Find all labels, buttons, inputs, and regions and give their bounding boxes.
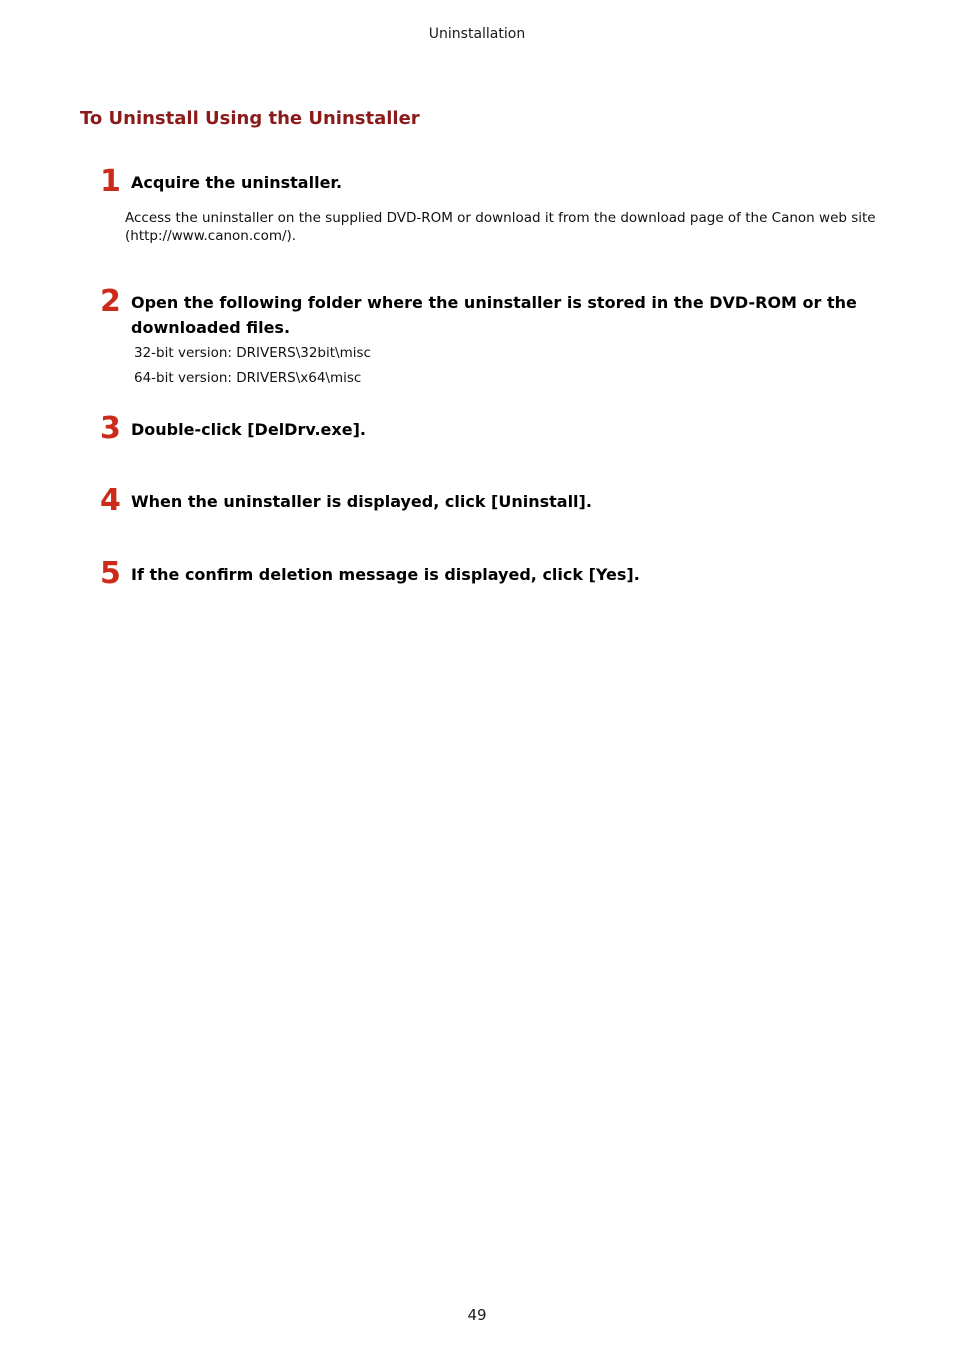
step-number: 4 [100,483,121,518]
path-list [134,341,886,391]
path-item-32bit: 32-bit version: DRIVERS\32bit\misc [134,345,371,361]
step-title: Acquire the uninstaller. [131,173,343,192]
section-heading: To Uninstall Using the Uninstaller [80,108,420,129]
step-3 [96,411,886,446]
step-title: If the confirm deletion message is displayed, click [Yes]. [131,565,640,584]
step-title: When the uninstaller is displayed, click [Uninstall]. [131,492,592,511]
step-number: 1 [100,164,121,199]
page-number: 49 [467,1306,487,1324]
step-5 [96,556,886,591]
running-header: Uninstallation [428,26,526,42]
step-4 [96,483,886,518]
step-description: Access the uninstaller on the supplied DVD-ROM or download it from the download page of the Canon web site (http://www.canon.com/). [125,210,876,244]
step-title: Open the following folder where the uninstaller is stored in the DVD-ROM or the downloaded files. [131,293,857,337]
path-item-64bit: 64-bit version: DRIVERS\x64\misc [134,370,362,386]
step-number: 2 [100,284,121,319]
step-number: 5 [100,556,121,591]
step-number: 3 [100,411,121,446]
step-2 [96,284,886,391]
step-title: Double-click [DelDrv.exe]. [131,420,366,439]
step-1 [96,164,886,245]
